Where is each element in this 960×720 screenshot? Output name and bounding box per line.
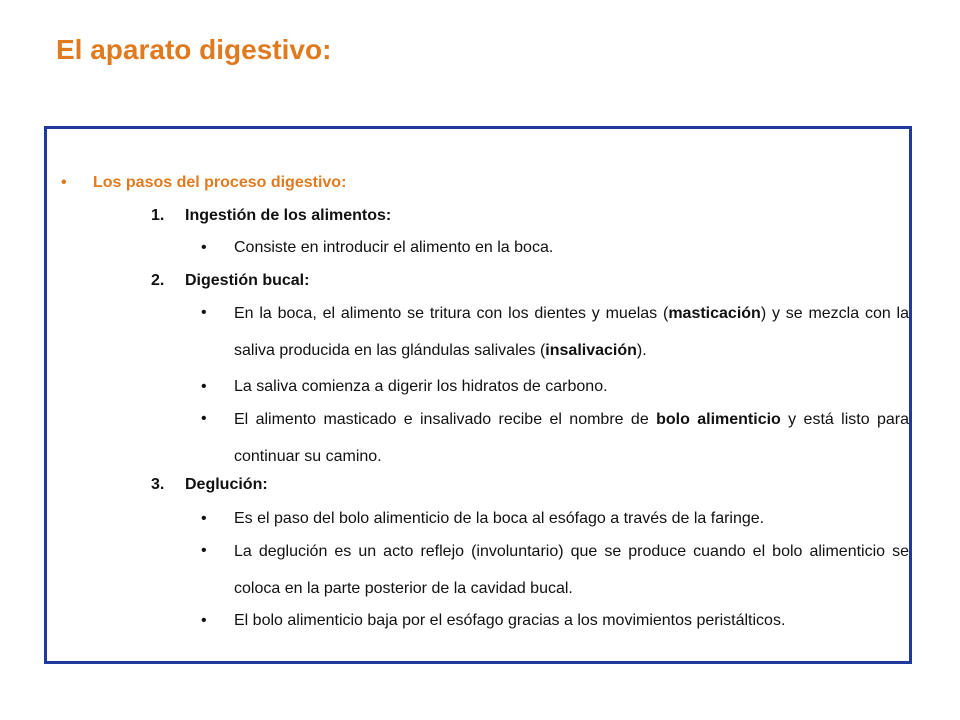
step-heading-1 (151, 206, 391, 226)
bullet-icon: • (201, 542, 207, 559)
list-item-text: Es el paso del bolo alimenticio de la boca al esófago a través de la faringe. (234, 510, 765, 527)
list-item-text: La deglución es un acto reflejo (involuntario) que se produce cuando el bolo alimenticio se coloca en la parte posterior de la cavidad bucal. (234, 543, 909, 597)
step-number: 2. (151, 272, 165, 289)
step-number: 1. (151, 207, 165, 224)
step-heading-text: Digestión bucal: (185, 272, 310, 289)
bullet-icon: • (201, 410, 207, 427)
list-item (201, 401, 909, 475)
main-point-text: Los pasos del proceso digestivo: (93, 174, 347, 191)
key-term: masticación (668, 305, 761, 322)
bullet-icon: • (201, 612, 207, 629)
list-item (201, 611, 909, 631)
key-term: insalivación (545, 342, 637, 359)
list-item (201, 509, 909, 529)
list-item-text: Consiste en introducir el alimento en la boca. (234, 239, 554, 256)
content-box (44, 126, 912, 664)
main-bullet-point (61, 173, 346, 193)
step-heading-text: Ingestión de los alimentos: (185, 207, 392, 224)
bullet-icon: • (201, 304, 207, 321)
key-term: bolo alimenticio (656, 411, 781, 428)
step-heading-3 (151, 475, 268, 495)
list-item (201, 533, 909, 607)
list-item-text: El bolo alimenticio baja por el esófago gracias a los movimientos peristálticos. (234, 612, 786, 629)
step-number: 3. (151, 476, 165, 493)
bullet-icon: • (201, 239, 207, 256)
list-item-text: El alimento masticado e insalivado recibe el nombre de bolo alimenticio y está listo para continuar su camino. (234, 411, 910, 465)
list-item-text: En la boca, el alimento se tritura con los dientes y muelas (masticación) y se mezcla con la saliva producida en las glándulas salivales (insalivación). (234, 305, 910, 359)
bullet-icon: • (61, 174, 67, 191)
bullet-icon: • (201, 378, 207, 395)
step-heading-text: Deglución: (185, 476, 268, 493)
list-item (201, 295, 909, 369)
list-item (201, 238, 909, 258)
bullet-icon: • (201, 510, 207, 527)
step-heading-2 (151, 271, 309, 291)
list-item (201, 377, 909, 397)
page-title: El aparato digestivo: (56, 34, 332, 65)
list-item-text: La saliva comienza a digerir los hidratos de carbono. (234, 378, 608, 395)
